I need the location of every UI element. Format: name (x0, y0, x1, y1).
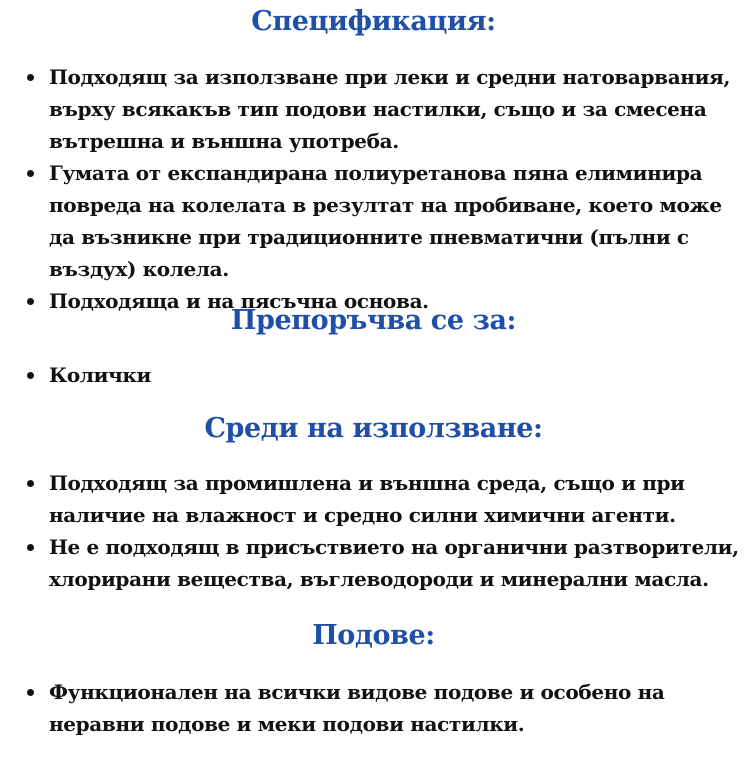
section-heading-floors: Подове: (312, 620, 435, 651)
list-item (0, 467, 747, 531)
list-item-text: Подходящ за използване при леки и средни натоварвания, върху всякакъв тип подови настилки, също и за смесена вътрешна и външна употреба. (49, 65, 731, 153)
list-item-text: Подходящ за промишлена и външна среда, също и при наличие на влажност и средно силни химични агенти. (49, 471, 685, 527)
list-item (0, 531, 747, 595)
specification-list (0, 61, 747, 317)
recommended-for-list (0, 359, 747, 391)
bullet-icon (27, 689, 34, 696)
list-item-text: Подходяща и на пясъчна основа. (49, 289, 429, 313)
bullet-icon (27, 170, 34, 177)
list-item (0, 676, 747, 740)
section-heading-specification: Спецификация: (251, 6, 496, 37)
bullet-icon (27, 74, 34, 81)
usage-environments-list (0, 467, 747, 595)
section-heading-usage-environments: Среди на използване: (204, 413, 543, 444)
bullet-icon (27, 544, 34, 551)
floors-list (0, 676, 747, 740)
list-item (0, 157, 747, 285)
list-item-text: Функционален на всички видове подове и особено на неравни подове и меки подови настилки. (49, 680, 665, 736)
list-item-text: Гумата от експандирана полиуретанова пяна елиминира повреда на колелата в резултат на пробиване, което може да възникне при традиционните пневматични (пълни с въздух) колела. (49, 161, 722, 281)
section-heading-recommended-for: Препоръчва се за: (230, 305, 517, 336)
bullet-icon (27, 372, 34, 379)
list-item-text: Колички (49, 363, 151, 387)
list-item (0, 61, 747, 157)
list-item (0, 359, 747, 391)
bullet-icon (27, 480, 34, 487)
list-item-text: Не е подходящ в присъствието на органични разтворители, хлорирани вещества, въглеводороди и минерални масла. (49, 535, 739, 591)
